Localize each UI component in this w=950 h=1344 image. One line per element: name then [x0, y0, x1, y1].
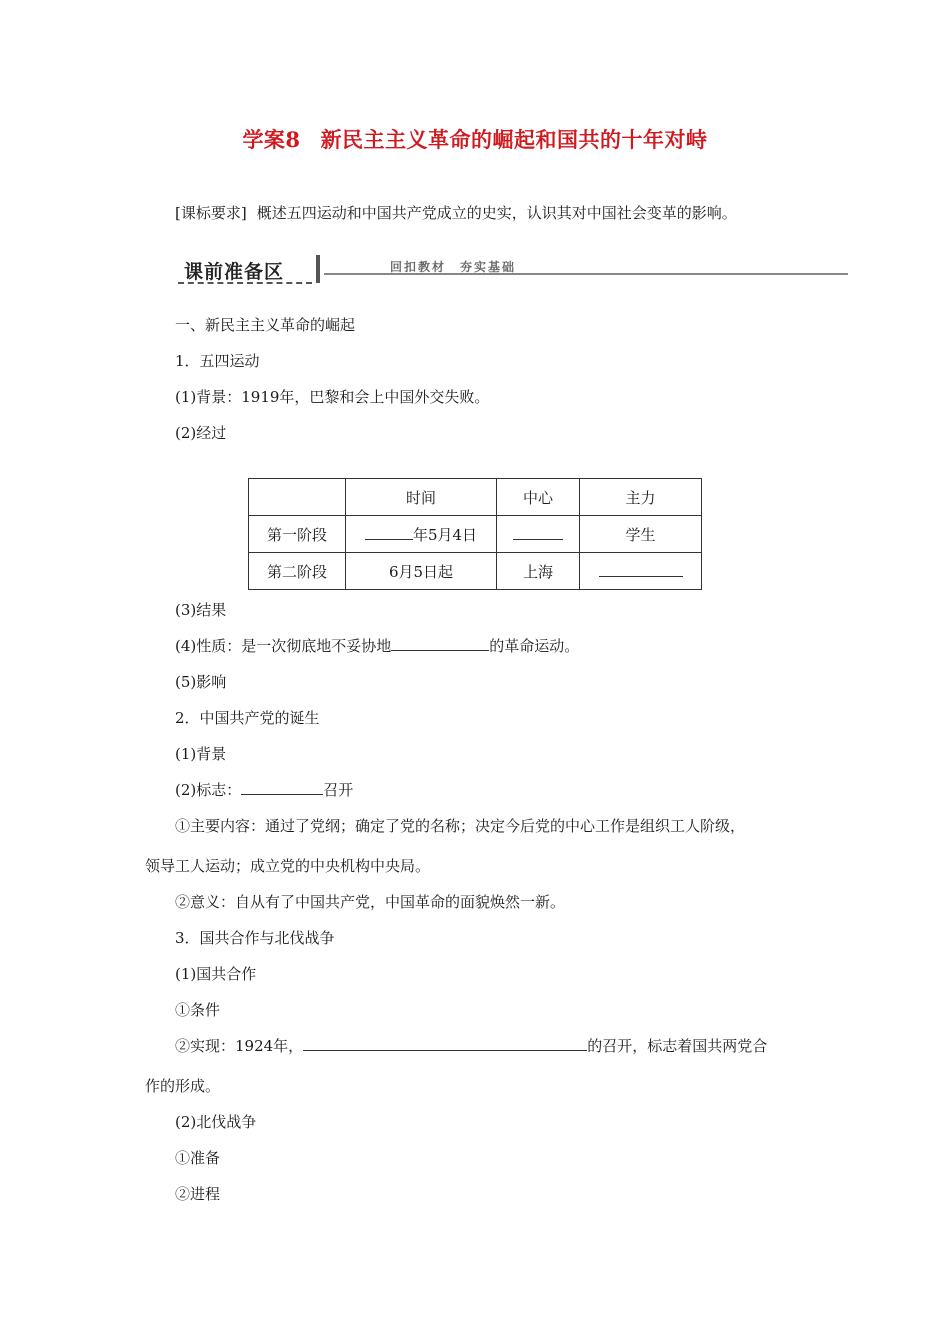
- realization-prefix: ②实现：1924年，: [175, 1037, 304, 1055]
- stage-force: [580, 553, 702, 590]
- text-background: (1)背景：1919年，巴黎和会上中国外交失败。: [175, 388, 490, 406]
- text-cooperation: (1)国共合作: [175, 965, 257, 983]
- title-text: 新民主主义革命的崛起和国共的十年对峙: [320, 127, 708, 152]
- table-row: [249, 516, 702, 553]
- text-preparation: ①准备: [175, 1149, 221, 1167]
- text-realization-cont: 作的形成。: [145, 1077, 221, 1095]
- banner-title: 课前准备区: [184, 261, 285, 283]
- table-header-cell: 中心: [497, 479, 580, 516]
- banner-divider: [316, 255, 320, 283]
- text-main-content: ①主要内容：通过了党纲；确定了党的名称；决定今后党的中心工作是组织工人阶级，: [175, 817, 746, 835]
- fill-blank: [303, 1035, 587, 1051]
- stage-center: 上海: [497, 553, 580, 590]
- stage-label: 第一阶段: [249, 516, 346, 553]
- title-number: 学案8: [242, 127, 301, 152]
- heading-cpc-birth: 2．中国共产党的诞生: [175, 709, 320, 727]
- text-northern-expedition: (2)北伐战争: [175, 1113, 257, 1131]
- stage-label: 第二阶段: [249, 553, 346, 590]
- stage-time: 6月5日起: [346, 553, 497, 590]
- stage-time-suffix: 年5月4日: [412, 525, 478, 544]
- banner-dashed-underline: [178, 282, 312, 284]
- text-nature: [175, 635, 579, 656]
- table-header-cell: [249, 479, 346, 516]
- realization-suffix: 的召开，标志着国共两党合: [587, 1037, 768, 1055]
- nature-suffix: 的革命运动。: [489, 637, 580, 655]
- mark-prefix: (2)标志：: [175, 781, 242, 799]
- heading-new-democratic-rise: 一、新民主主义革命的崛起: [175, 316, 356, 334]
- heading-may-fourth: 1．五四运动: [175, 352, 260, 370]
- text-process: (2)经过: [175, 424, 227, 442]
- fill-blank: [513, 525, 563, 540]
- text-cpc-mark: [175, 779, 353, 800]
- text-cpc-background: (1)背景: [175, 745, 227, 763]
- section-banner: [178, 253, 848, 289]
- text-impact: (5)影响: [175, 673, 227, 691]
- fill-blank: [365, 525, 413, 540]
- text-main-content-cont: 领导工人运动；成立党的中央机构中央局。: [145, 857, 431, 875]
- requirement-text: 概述五四运动和中国共产党成立的史实，认识其对中国社会变革的影响。: [256, 204, 737, 222]
- requirement-tag: [课标要求]: [175, 204, 247, 222]
- curriculum-requirement: [175, 202, 737, 223]
- text-result: (3)结果: [175, 601, 227, 619]
- heading-kmt-cpc-cooperation: 3．国共合作与北伐战争: [175, 929, 335, 947]
- table-row: [249, 553, 702, 590]
- table-header-cell: 主力: [580, 479, 702, 516]
- fill-blank: [241, 779, 323, 795]
- text-progress: ②进程: [175, 1185, 221, 1203]
- stage-center: [497, 516, 580, 553]
- text-significance: ②意义：自从有了中国共产党，中国革命的面貌焕然一新。: [175, 893, 566, 911]
- banner-subtitle: 回扣教材 夯实基础: [390, 260, 517, 274]
- nature-prefix: (4)性质：是一次彻底地不妥协地: [175, 637, 392, 655]
- table-header-row: [249, 479, 702, 516]
- may-fourth-stages-table: [248, 478, 702, 590]
- mark-suffix: 召开: [323, 781, 354, 799]
- text-conditions: ①条件: [175, 1001, 221, 1019]
- fill-blank: [599, 562, 683, 577]
- stage-force: 学生: [580, 516, 702, 553]
- fill-blank: [391, 635, 489, 651]
- table-header-cell: 时间: [346, 479, 497, 516]
- text-realization: [175, 1035, 767, 1056]
- stage-time: [346, 516, 497, 553]
- page-title: [0, 124, 950, 154]
